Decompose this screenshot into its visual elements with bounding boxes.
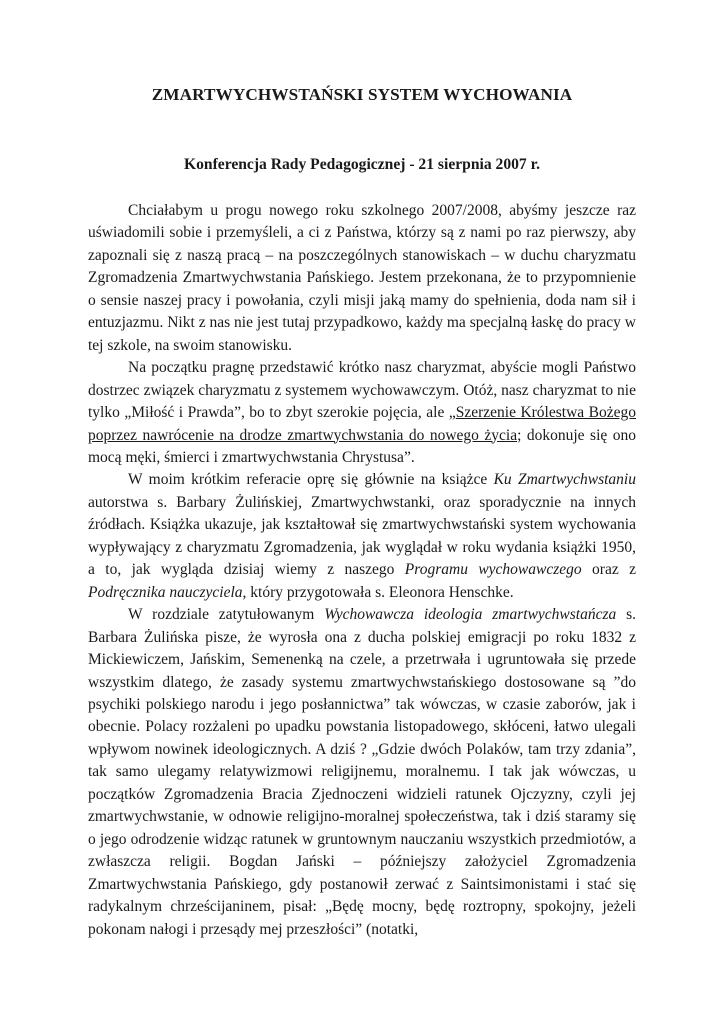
paragraph-1: Chciałabym u progu nowego roku szkolnego 2007/2008, abyśmy jeszcze raz uświadomili sobie i przemyśleli, a ci z Państwa, którzy są z nami po raz pierwszy, aby zapoznali się z naszą pracą – na poszczególnych stanowiskach – w duchu charyzmatu Zgromadzenia Zmartwychwstania Pańskiego. Jestem przekonana, że to przypomnienie o sensie naszej pracy i powołania, czyli misji jaką mamy do spełnienia, doda nam sił i entuzjazmu. Nikt z nas nie jest tutaj przypadkowo, każdy ma specjalną łaskę do pracy w tej szkole, na swoim stanowisku. [88, 202, 636, 354]
paragraph-3-text-c: oraz z [581, 561, 636, 579]
document-title: ZMARTWYCHWSTAŃSKI SYSTEM WYCHOWANIA [151, 85, 573, 104]
paragraph-3-text-d: , który przygotowała s. Eleonora Henschke. [242, 583, 514, 601]
chapter-title-ideologia: Wychowawcza ideologia zmartwychwstańcza [324, 606, 617, 624]
charism-definition-underlined: Szerzenie Królestwa Bożego poprzez nawrócenie na drodze zmartwychwstania do nowego życia [88, 404, 636, 444]
paragraph-4 [88, 604, 636, 941]
paragraph-4-text-b: s. Barbara Żulińska pisze, że wyrosła ona z ducha polskiej emigracji po roku 1832 z Mickiewiczem, Jańskim, Semenenką na czele, a przetrwała i ugruntowała się przede wszystkim dlatego, że zasady systemu zmartwychwstańskiego dostosowane są ”do psychiki polskiego narodu i jego posłannictwa” tak wówczas, w czasie zaborów, jak i obecnie. Polacy rozżaleni po upadku powstania listopadowego, skłóceni, łatwo ulegali wpływom nowinek ideologicznych. A dziś ? „Gdzie dwóch Polaków, tam trzy zdania”, tak samo ulegamy relatywizmowi religijnemu, moralnemu. I tak jak wówczas, u początków Zgromadzenia Bracia Zjednoczeni widzieli ratunek Ojczyzny, czyli jej zmartwychwstanie, w odnowie religijno-moralnej społeczeństwa, tak i dziś staramy się o jego odrodzenie widząc ratunek w gruntownym nauczaniu wszystkich przedmiotów, a zwłaszcza religii. Bogdan Jański – późniejszy założyciel Zgromadzenia Zmartwychwstania Pańskiego, gdy postanowił zerwać z Saintsimonistami i stać się radykalnym chrześcijaninem, pisał: „Będę mocny, będę roztropny, spokojny, jeżeli pokonam nałogi i przesądy mej przeszłości” (notatki, [88, 606, 636, 938]
paragraph-3 [88, 469, 636, 604]
paragraph-3-text-b: autorstwa s. Barbary Żulińskiej, Zmartwychwstanki, oraz sporadycznie na innych źródłach. Książka ukazuje, jak kształtował się zmartwychwstański system wychowania wypływający z charyzmatu Zgromadzenia, jak wyglądał w roku wydania książki 1950, a to, jak wygląda dzisiaj wiemy z naszego [88, 493, 636, 579]
book-title-ku-zmartwychwstaniu: Ku Zmartwychwstaniu [493, 471, 636, 489]
book-title-podrecznik-nauczyciela: Podręcznika nauczyciela [88, 583, 243, 601]
document-subtitle: Konferencja Rady Pedagogicznej - 21 sierpnia 2007 r. [183, 156, 541, 173]
paragraph-3-text-a: W moim krótkim referacie oprę się głównie na książce [128, 471, 494, 489]
paragraph-2 [88, 357, 636, 469]
paragraph-2-text-a: Na początku pragnę przedstawić krótko nasz charyzmat, abyście mogli Państwo dostrzec związek charyzmatu z systemem wychowawczym. Otóż, nasz charyzmat to nie tylko „Miłość i Prawda”, bo to zbyt szerokie pojęcia, ale „ [88, 359, 636, 422]
paragraph-4-text-a: W rozdziale zatytułowanym [128, 606, 325, 624]
book-title-program-wychowawczy: Programu wychowawczego [404, 561, 582, 579]
paragraph-2-text-b: ; dokonuje się ono mocą męki, śmierci i zmartwychwstania Chrystusa”. [88, 426, 636, 466]
